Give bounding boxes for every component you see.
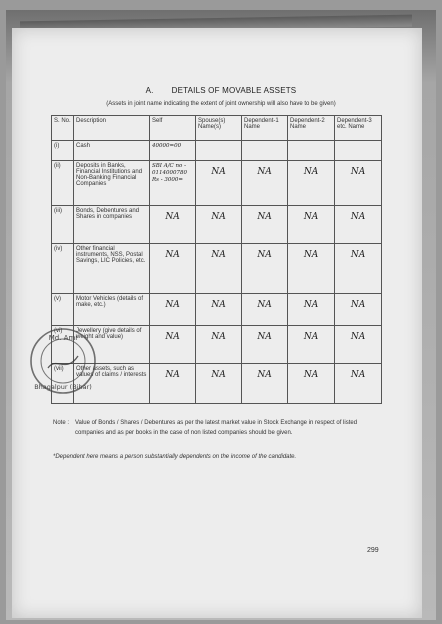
row-spouse-value xyxy=(196,206,242,244)
handwritten-value: NA xyxy=(211,300,226,310)
row-description: Cash xyxy=(74,141,150,161)
row-spouse-value xyxy=(196,161,242,206)
header-sno: S. No. xyxy=(52,116,74,141)
row-spouse-value xyxy=(196,294,242,326)
table-row xyxy=(52,161,382,206)
handwritten-value: NA xyxy=(211,167,226,177)
row-dep3-value xyxy=(335,244,382,294)
row-dep3-value xyxy=(335,161,382,206)
row-dep3-value xyxy=(335,326,382,364)
row-self-value xyxy=(150,161,196,206)
row-dep2-value xyxy=(288,294,335,326)
row-self-value xyxy=(150,294,196,326)
handwritten-value: NA xyxy=(303,250,319,260)
handwritten-value: NA xyxy=(350,370,366,380)
row-spouse-value xyxy=(196,141,242,161)
row-description: Motor Vehicles (details of make, etc.) xyxy=(74,294,150,326)
handwritten-value: 40000=00 xyxy=(152,143,182,149)
row-dep1-value xyxy=(242,364,288,404)
row-dep2-value xyxy=(288,206,335,244)
row-self-value xyxy=(150,141,196,161)
section-subtitle: (Assets in joint name indicating the extent of joint ownership will also have to be given) xyxy=(106,101,336,107)
row-description: Jewellery (give details of weight and value) xyxy=(74,326,150,364)
notary-stamp xyxy=(28,326,98,396)
header-self: Self xyxy=(150,116,196,141)
row-dep3-value xyxy=(335,294,382,326)
table-row xyxy=(52,326,382,364)
header-dependent-1: Dependent-1 Name xyxy=(242,116,288,141)
handwritten-value: NA xyxy=(165,370,180,380)
handwritten-value: NA xyxy=(257,332,272,342)
row-description: Other assets, such as values of claims / interests xyxy=(74,364,150,404)
footnote: *Dependent here means a person substantially dependents on the income of the candidate. xyxy=(53,454,297,460)
handwritten-value: NA xyxy=(257,250,272,260)
row-spouse-value xyxy=(196,364,242,404)
header-spouse: Spouse(s) Name(s) xyxy=(196,116,242,141)
handwritten-value: NA xyxy=(165,212,180,222)
note-label: Note : xyxy=(53,420,70,426)
row-dep1-value xyxy=(242,294,288,326)
note-text: Value of Bonds / Shares / Debentures as per the latest market value in Stock Exchange in respect of listed companies and as per books in the case of non listed companies should be given. xyxy=(75,420,358,436)
row-dep2-value xyxy=(288,161,335,206)
handwritten-value: NA xyxy=(211,370,226,380)
row-sno: (iv) xyxy=(52,244,74,294)
svg-text:Md. Ami: Md. Ami xyxy=(48,334,78,342)
row-sno: (vii) xyxy=(52,364,74,404)
handwritten-value: NA xyxy=(257,300,272,310)
row-sno: (iii) xyxy=(52,206,74,244)
handwritten-value: NA xyxy=(257,212,272,222)
row-dep1-value xyxy=(242,206,288,244)
section-heading xyxy=(0,86,442,95)
table-row xyxy=(52,206,382,244)
handwritten-value: NA xyxy=(303,370,319,380)
handwritten-value: NA xyxy=(303,300,319,310)
handwritten-value: NA xyxy=(211,250,226,260)
row-sno: (vi) xyxy=(52,326,74,364)
header-description: Description xyxy=(74,116,150,141)
row-dep1-value xyxy=(242,141,288,161)
handwritten-value: SBI A/C no - 0114000780 Rs - 3000= xyxy=(152,163,187,183)
handwritten-value: NA xyxy=(165,332,180,342)
table-header-row xyxy=(52,116,382,141)
row-dep2-value xyxy=(288,326,335,364)
handwritten-value: NA xyxy=(165,300,180,310)
handwritten-value: NA xyxy=(350,300,366,310)
handwritten-value: NA xyxy=(350,212,366,222)
row-sno: (ii) xyxy=(52,161,74,206)
row-dep3-value xyxy=(335,206,382,244)
section-label: A. xyxy=(145,86,154,95)
page-number: 299 xyxy=(367,547,379,554)
table-row xyxy=(52,294,382,326)
handwritten-value: NA xyxy=(165,250,180,260)
row-dep3-value xyxy=(335,364,382,404)
row-dep1-value xyxy=(242,326,288,364)
row-dep3-value xyxy=(335,141,382,161)
movable-assets-table xyxy=(48,115,382,404)
header-dependent-2: Dependent-2 Name xyxy=(288,116,335,141)
row-spouse-value xyxy=(196,326,242,364)
row-dep2-value xyxy=(288,244,335,294)
header-dependent-3: Dependent-3 etc. Name xyxy=(335,116,382,141)
row-dep1-value xyxy=(242,244,288,294)
row-spouse-value xyxy=(196,244,242,294)
handwritten-value: NA xyxy=(211,332,226,342)
row-self-value xyxy=(150,326,196,364)
row-description: Bonds, Debentures and Shares in companies xyxy=(74,206,150,244)
table-row xyxy=(52,364,382,404)
row-self-value xyxy=(150,206,196,244)
handwritten-value: NA xyxy=(257,370,272,380)
section-title: DETAILS OF MOVABLE ASSETS xyxy=(171,86,297,95)
row-description: Other financial instruments, NSS, Postal Savings, LIC Policies, etc. xyxy=(74,244,150,294)
row-dep1-value xyxy=(242,161,288,206)
row-self-value xyxy=(150,244,196,294)
table-row xyxy=(52,244,382,294)
row-sno: (v) xyxy=(52,294,74,326)
svg-text:Bhagalpur (Bihar): Bhagalpur (Bihar) xyxy=(34,383,92,391)
handwritten-value: NA xyxy=(350,167,366,177)
handwritten-value: NA xyxy=(350,332,366,342)
row-self-value xyxy=(150,364,196,404)
table-row xyxy=(52,141,382,161)
handwritten-value: NA xyxy=(303,167,319,177)
handwritten-value: NA xyxy=(257,167,272,177)
handwritten-value: NA xyxy=(350,250,366,260)
row-dep2-value xyxy=(288,364,335,404)
handwritten-value: NA xyxy=(211,212,226,222)
row-sno: (i) xyxy=(52,141,74,161)
row-dep2-value xyxy=(288,141,335,161)
handwritten-value: NA xyxy=(303,212,319,222)
row-description: Deposits in Banks, Financial Institutions and Non-Banking Financial Companies xyxy=(74,161,150,206)
handwritten-value: NA xyxy=(303,332,319,342)
